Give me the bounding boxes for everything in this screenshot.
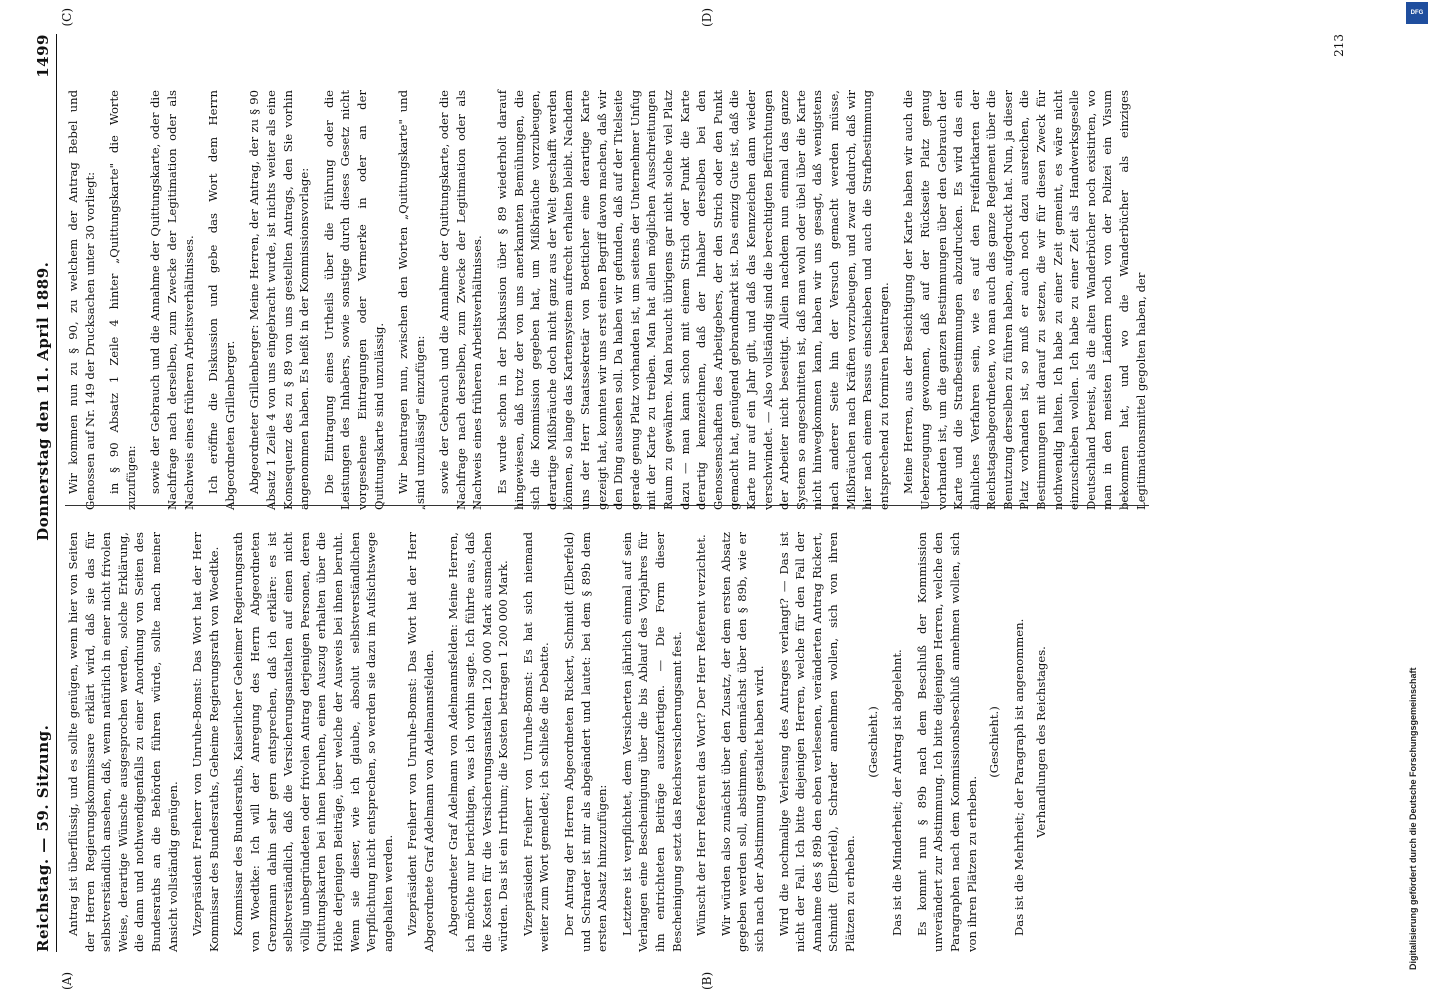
dfg-credit-text: Digitalisierung gefördert durch die Deutsche Forschungsgemeinschaft bbox=[1408, 667, 1418, 970]
marker-b: (B) bbox=[700, 971, 714, 990]
page-header bbox=[34, 34, 57, 952]
marker-d: (D) bbox=[700, 8, 714, 27]
header-left: Reichstag. — 59. Sitzung. bbox=[34, 724, 52, 952]
paragraph: Meine Herren, aus der Besichtigung der Karte haben wir auch die Ueberzeugung gewonnen, daß auf der Rückseite Platz genug vorhanden ist, um die ganzen Bestimmungen über den Gebrauch der Karte und die Strafbestimmungen abzudrucken. Es wird das ein ähnliches Verfahren sein, wie es auf den Freifahrtkarten der Reichstagsabgeordneten, wo man auch das ganze Reglement über die Benutzung derselben zu führen haben, aufgedruckt hat. Nun, ja dieser Platz vorhanden ist, so muß er auch noch dazu ausreichen, die Bestimmungen mit darauf zu setzen, die wir für diesen Zweck für nothwendig halten. Ich habe zu einer Zeit gemeint, es wäre nicht einzuschieben wollen. Ich habe zu einer Zeit als Handwerksgeselle Deutschland bereist, als die alten Wanderbücher noch existirten, wo man in den meisten Ländern noch von der Polizei ein Visum bekommen hat, und wo die Wanderbücher als einziges Legitimationsmittel gegolten haben, der bbox=[901, 90, 1148, 510]
paragraph: Abgeordneter Grillenberger: Meine Herren, der Antrag, der zu § 90 Absatz 1 Zeile 4 von uns eingebracht wurde, ist nichts weiter als eine Konsequenz des zu § 89 von uns gestellten Antrags, den Sie vorhin angenommen haben. Es heißt in der Kommissionsvorlage: bbox=[247, 90, 312, 510]
marker-a: (A) bbox=[60, 971, 74, 990]
paragraph: sowie der Gebrauch und die Annahme der Quittungskarte, oder die Nachfrage nach derselben, zum Zwecke der Legitimation oder als Nachweis eines früheren Arbeitsverhältnisses. bbox=[437, 90, 485, 510]
paragraph: Antrag ist überflüssig, und es sollte genügen, wenn hier von Seiten der Herren Regierungskommissare erklärt wird, daß sie das für selbstverständlich ansehen, daß, wenn natürlich in einer nicht frivolen Weise, derartige Wünsche ausgesprochen werden, solche Erklärung, die dann und nothwendigenfalls zu einer Anordnung von Seiten des Bundesraths an die Behörden führen würde, sollte nach meiner Ansicht vollständig genügen. bbox=[66, 532, 180, 952]
right-column bbox=[65, 90, 1149, 510]
column-divider bbox=[65, 505, 1149, 506]
paragraph: Der Antrag der Herren Abgeordneten Rickert, Schmidt (Elberfeld) und Schrader ist mir als abgeändert und lautet: bei dem § 89b dem ersten Absatz hinzuzufügen: bbox=[562, 532, 610, 952]
page-footer-number: 213 bbox=[1332, 34, 1346, 57]
header-page-number: 1499 bbox=[34, 34, 52, 78]
paragraph: (Geschieht.) bbox=[987, 706, 1002, 778]
paragraph: Verhandlungen des Reichstages. bbox=[1034, 646, 1049, 838]
paragraph: Es kommt nun § 89b nach dem Beschluß der Kommission unverändert zur Abstimmung. Ich bitte diejenigen Herren, welche den Paragraphen nach dem Kommissionsbeschluß annehmen wollen, sich von ihren Plätzen zu erheben. bbox=[914, 532, 979, 952]
paragraph: Wir würden also zunächst über den Zusatz, der dem ersten Absatz gegeben werden soll, abstimmen, demnächst über den § 89b, wie er sich nach der Abstimmung gestaltet haben wird. bbox=[718, 532, 766, 952]
paragraph: Es wurde schon in der Diskussion über § 89 wiederholt darauf hingewiesen, daß trotz der von uns anerkannten Bemühungen, die sich die Kommission gegeben hat, um Mißbräuche vorzubeugen, derartige Mißbräuche doch nicht ganz aus der Welt geschafft werden können, so lange das Kartensystem aufrecht erhalten bleibt. Nachdem uns der Herr Staatssekretär von Boetticher eine derartige Karte gezeigt hat, konnten wir uns erst einen Begriff davon machen, daß wir den Ding aussehen soll. Da haben wir gefunden, daß auf der Titelseite gerade genug Platz vorhanden ist, um seitens der Unternehmer Unfug mit der Karte zu treiben. Man hat allen möglichen Ausschreitungen Raum zu gewähren. Man braucht übrigens gar nicht solche viel Platz dazu — man kann schon mit einem Strich oder Punkt die Karte derartig kennzeichnen, daß der Inhaber derselben bei den Genossenschaften des Arbeitgebers, der den Strich oder den Punkt gemacht hat, genügend gebrandmarkt ist. Das einzig Gute ist, daß die Karte nur auf ein Jahr gilt, und daß das Kennzeichen dann wieder verschwindet. — Also vollständig sind die berechtigten Befürchtungen der Arbeiter nicht beseitigt. Allein nachdem nun einmal das ganze System so angeschnitten ist, daß man wohl oder übel über die Karte nicht hinwegkommen kann, haben wir uns gesagt, daß wenigstens nach anderer Seite hin der Versuch gemacht werden müsse, Mißbräuchen nach Kräften vorzubeugen, und zwar dadurch, daß wir hier nach einem Passus einschieben und auch die Strafbestimmung entsprechend zu formiren beantragen. bbox=[495, 90, 891, 510]
paragraph: Vizepräsident Freiherr von Unruhe-Bomst: Das Wort hat der Herr Abgeordnete Graf Adelmann von Adelmannsfelden. bbox=[405, 532, 436, 952]
paragraph: Das ist die Minderheit; der Antrag ist abgelehnt. bbox=[890, 649, 905, 936]
paragraph: Ich eröffne die Diskussion und gebe das Wort dem Herrn Abgeordneten Grillenberger. bbox=[206, 90, 237, 510]
dfg-logo: DFG bbox=[1406, 2, 1428, 24]
paragraph: Kommissar des Bundesraths, Kaiserlicher Geheimer Regierungsrath von Woedtke: Ich will der Anregung des Herrn Abgeordneten Grenzmann dahin sehr gern entsprechen, daß ich erkläre: es ist selbstverständlich, daß die Versicherungsanstalten auf einen nicht völlig unbegründeten oder frivolen Antrag derjenigen Personen, deren Quittungskarten bei ihnen beruhen, einen Auszug erhalten über die Höhe derjenigen Beiträge, über welche der Ausweis bei ihnen beruht. Wenn sie dieser, wie ich glaube, absolut selbstverständlichen Verpflichtung nicht entsprechen, so werden sie dazu im Aufsichtswege angehalten werden. bbox=[231, 532, 395, 952]
dfg-sidebar bbox=[1402, 0, 1432, 1000]
paragraph: Das ist die Mehrheit; der Paragraph ist angenommen. bbox=[1011, 618, 1026, 936]
text-columns bbox=[65, 34, 1149, 952]
paragraph: Die Eintragung eines Urtheils über die Führung oder die Leistungen des Inhabers, sowie sonstige durch dieses Gesetz nicht vorgesehene Eintragungen oder Vermerke in oder an der Quittungskarte sind unzulässig. bbox=[321, 90, 386, 510]
paragraph: Wir kommen nun zu § 90, zu welchem der Antrag Bebel und Genossen auf Nr. 149 der Drucksachen unter 30 vorliegt: bbox=[66, 90, 97, 510]
paragraph: sowie der Gebrauch und die Annahme der Quittungskarte, oder die Nachfrage nach derselben, zum Zwecke der Legitimation oder als Nachweis eines früheren Arbeitsverhältnisses. bbox=[148, 90, 196, 510]
paragraph: Letztere ist verpflichtet, dem Versicherten jährlich einmal auf sein Verlangen eine Bescheinigung über die bis Ablauf des Vorjahres für ihn entrichteten Beiträge auszufertigen. — Die Form dieser Bescheinigung setzt das Reichsversicherungsamt fest. bbox=[619, 532, 684, 952]
paragraph: Wünscht der Herr Referent das Wort? Der Herr Referent verzichtet. bbox=[694, 534, 709, 936]
left-column bbox=[65, 532, 1149, 952]
paragraph: Vizepräsident Freiherr von Unruhe-Bomst: Das Wort hat der Herr Kommissar des Bundesraths, Geheime Regierungsrath von Woedtke. bbox=[190, 532, 221, 952]
paragraph: (Geschieht.) bbox=[865, 706, 880, 778]
paragraph: Abgeordneter Graf Adelmann von Adelmannsfelden: Meine Herren, ich möchte nur berichtigen, was ich vorhin sagte. Ich führte aus, daß die Kosten für die Versicherungsanstalten 120 000 Mark ausmachen würden. Das ist ein Irrthum; die Kosten betragen 1 200 000 Mark. bbox=[446, 532, 511, 952]
paragraph: Wir beantragen nun, zwischen den Worten „Quittungskarte" und „sind unzulässig" einzufügen: bbox=[396, 90, 427, 510]
header-center: Donnerstag den 11. April 1889. bbox=[34, 261, 52, 541]
paragraph: Vizepräsident Freiherr von Unruhe-Bomst: Es hat sich niemand weiter zum Wort gemeldet; ich schließe die Debatte. bbox=[520, 532, 552, 952]
paragraph: in § 90 Absatz 1 Zeile 4 hinter „Quittungskarte" die Worte zuzufügen: bbox=[107, 90, 138, 510]
paragraph: Wird die nochmalige Verlesung des Antrages verlangt? — Das ist nicht der Fall. Ich bitte diejenigen Herren, welche für den Fall der Annahme des § 89b den eben verlesenen, veränderten Antrag Rickert, Schmidt (Elberfeld), Schrader annehmen wollen, sich von ihren Plätzen zu erheben. bbox=[776, 532, 857, 952]
marker-c: (C) bbox=[60, 8, 74, 27]
